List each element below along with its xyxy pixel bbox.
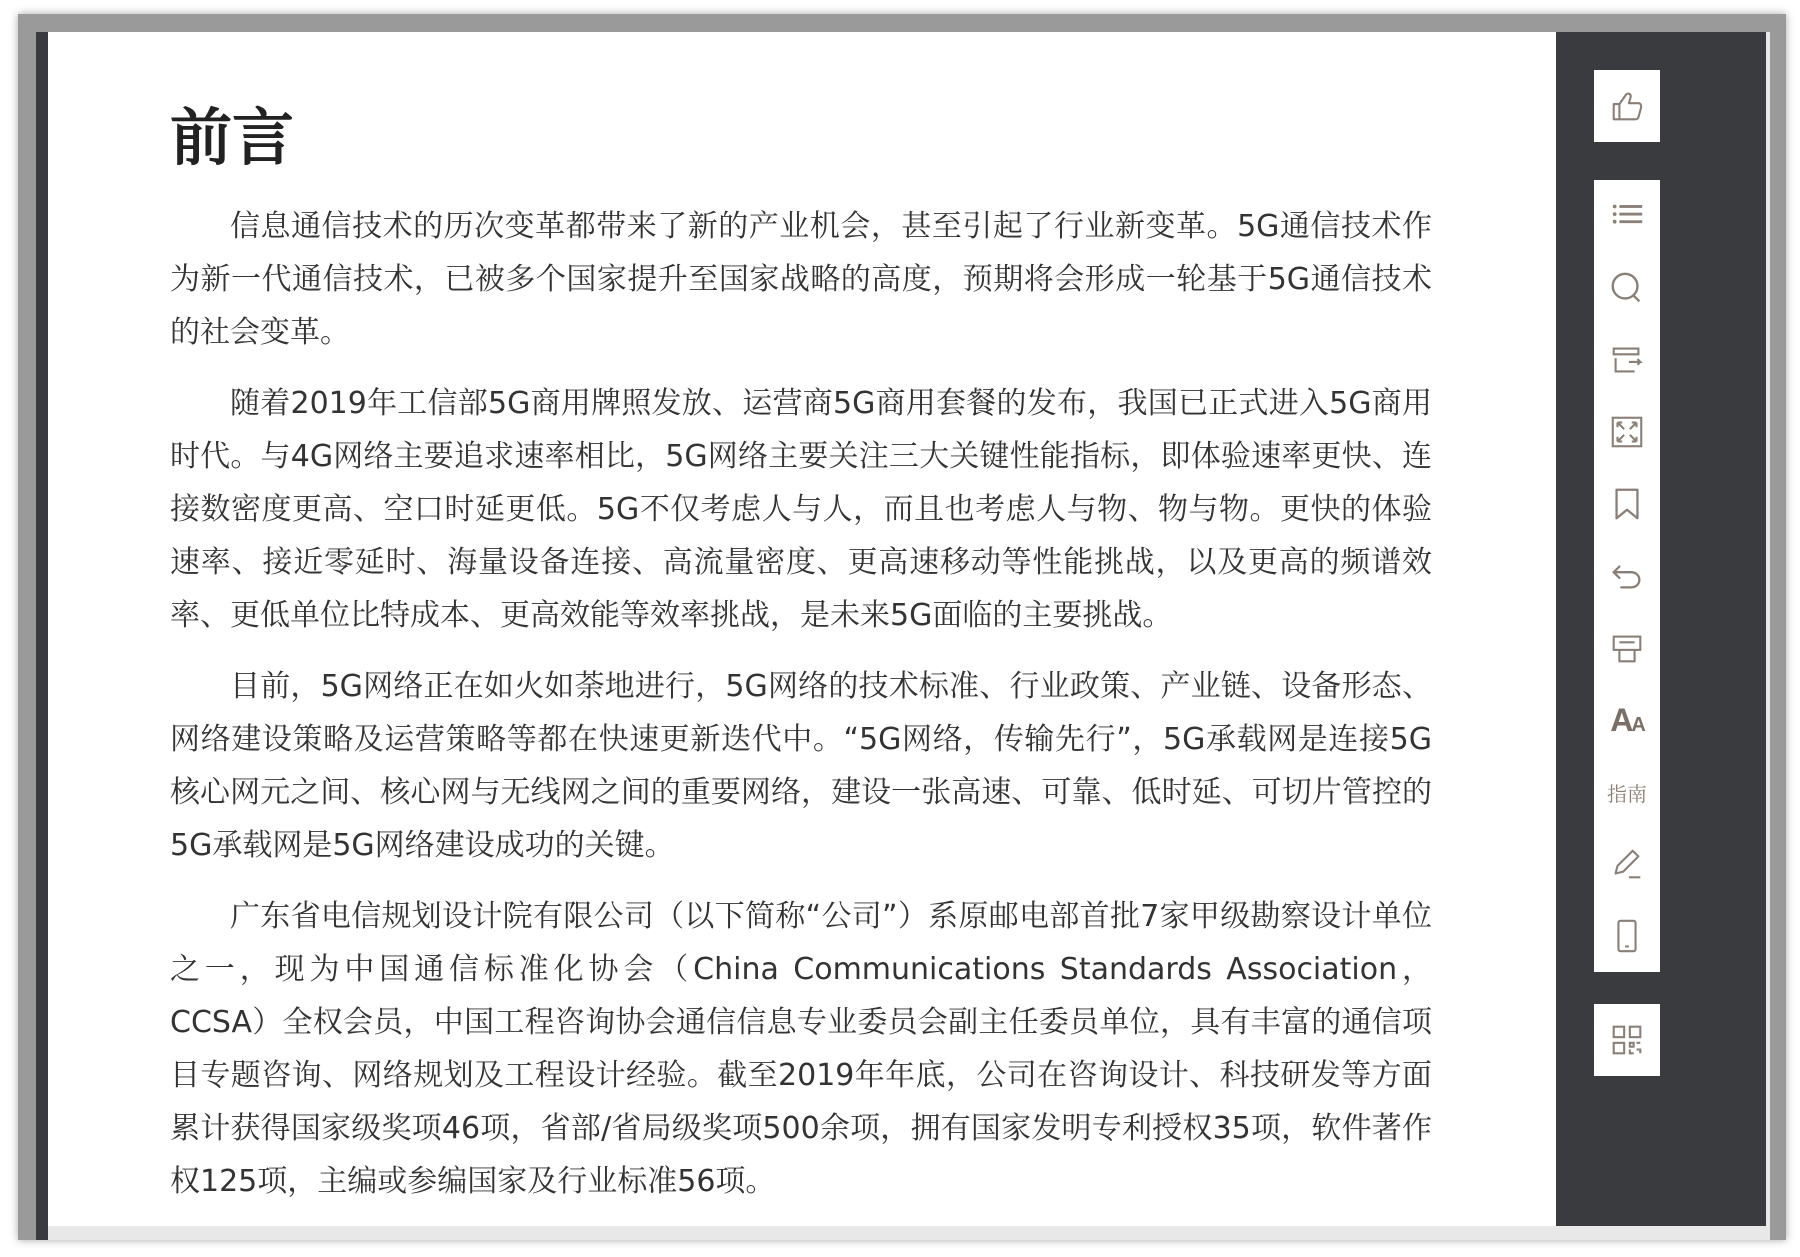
document-page	[48, 32, 1556, 1226]
font-size-icon: AA	[1610, 701, 1644, 738]
back-icon	[1608, 557, 1646, 595]
page-flip-button[interactable]	[1594, 324, 1660, 396]
mobile-icon	[1608, 917, 1646, 955]
print-icon	[1608, 629, 1646, 667]
bookmark-icon	[1608, 485, 1646, 523]
guide-button[interactable]	[1594, 756, 1660, 828]
paragraph: 信息通信技术的历次变革都带来了新的产业机会，甚至引起了行业新变革。5G通信技术作为新一代通信技术，已被多个国家提升至国家战略的高度，预期将会形成一轮基于5G通信技术的社会变革。	[170, 209, 1432, 351]
annotate-button[interactable]	[1594, 828, 1660, 900]
paragraph: 目前，5G网络正在如火如荼地进行，5G网络的技术标准、行业政策、产业链、设备形态、网络建设策略及运营策略等都在快速更新迭代中。“5G网络，传输先行”，5G承载网是连接5G核心网元之间、核心网与无线网之间的重要网络，建设一张高速、可靠、低时延、可切片管控的5G承载网是5G网络建设成功的关键。	[170, 669, 1432, 864]
toc-list-icon	[1608, 197, 1646, 235]
annotate-icon	[1608, 845, 1646, 883]
tools-box	[1594, 180, 1660, 972]
paragraph: 广东省电信规划设计院有限公司（以下简称“公司”）系原邮电部首批7家甲级勘察设计单位之一，现为中国通信标准化协会（China Communications Standards Association，CCSA）全权会员，中国工程咨询协会通信信息专业委员会副主任委员单位，具有丰富的通信项目专题咨询、网络规划及工程设计经验。截至2019年年底，公司在咨询设计、科技研发等方面累计获得国家级奖项46项，省部/省局级奖项500余项，拥有国家发明专利授权35项，软件著作权125项，主编或参编国家及行业标准56项。	[170, 899, 1432, 1200]
document-content	[170, 101, 1432, 1226]
mobile-button[interactable]	[1594, 900, 1660, 972]
like-button[interactable]	[1594, 70, 1660, 142]
back-button[interactable]	[1594, 540, 1660, 612]
toc-button[interactable]	[1594, 180, 1660, 252]
fullscreen-button[interactable]	[1594, 396, 1660, 468]
like-box	[1594, 70, 1660, 142]
search-icon	[1608, 269, 1646, 307]
fullscreen-icon	[1608, 413, 1646, 451]
bookmark-button[interactable]	[1594, 468, 1660, 540]
page-title: 前言	[170, 101, 295, 174]
print-button[interactable]	[1594, 612, 1660, 684]
qrcode-button[interactable]	[1594, 1004, 1660, 1076]
page-flip-icon	[1608, 341, 1646, 379]
search-button[interactable]	[1594, 252, 1660, 324]
left-edge-strip	[36, 32, 48, 1240]
qrcode-icon	[1608, 1021, 1646, 1059]
qrcode-box	[1594, 1004, 1660, 1076]
paragraph: 随着2019年工信部5G商用牌照发放、运营商5G商用套餐的发布，我国已正式进入5G商用时代。与4G网络主要追求速率相比，5G网络主要关注三大关键性能指标，即体验速率更快、连接数密度更高、空口时延更低。5G不仅考虑人与人，而且也考虑人与物、物与物。更快的体验速率、接近零延时、海量设备连接、高流量密度、更高速移动等性能挑战，以及更高的频谱效率、更低单位比特成本、更高效能等效率挑战，是未来5G面临的主要挑战。	[170, 386, 1432, 634]
like-icon	[1608, 87, 1646, 125]
font-size-button[interactable]	[1594, 684, 1660, 756]
guide-label: 指南	[1607, 781, 1647, 806]
reader-toolbar	[1556, 32, 1766, 1226]
